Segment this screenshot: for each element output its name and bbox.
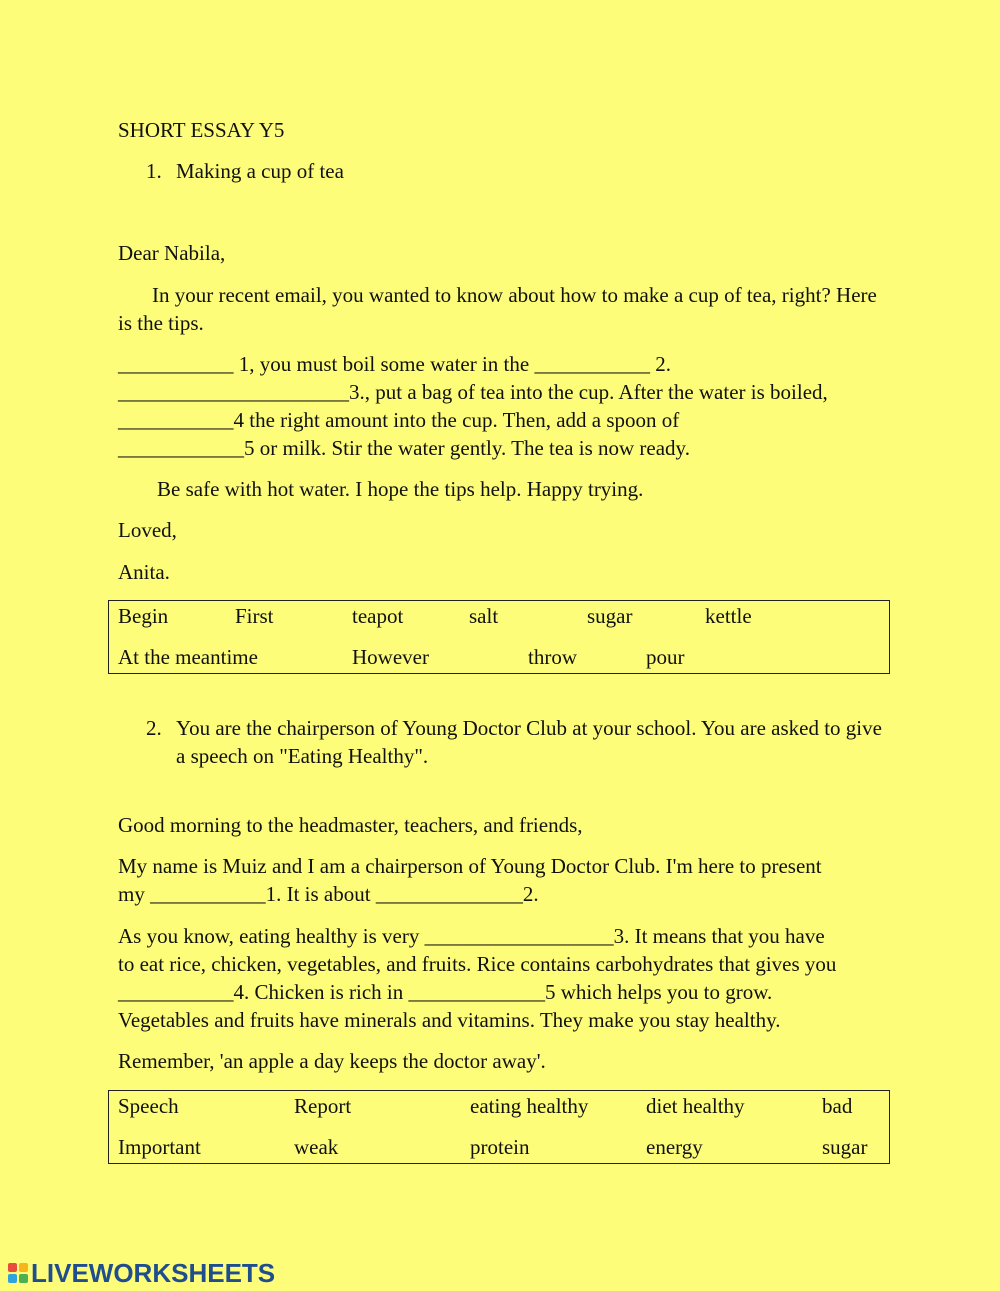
logo-square <box>8 1263 17 1272</box>
word-option: Speech <box>118 1094 179 1118</box>
word-option: At the meantime <box>118 645 258 669</box>
word-option: First <box>235 604 274 628</box>
word-option: pour <box>646 645 685 669</box>
task2-closing-line: Remember, 'an apple a day keeps the doctor away'. <box>118 1049 546 1073</box>
word-option: kettle <box>705 604 752 628</box>
task1-signoff: Loved, <box>118 518 177 542</box>
word-option: sugar <box>587 604 633 628</box>
task2-heading-text: You are the chairperson of Young Doctor Club at your school. You are asked to give a speech on "Eating Healthy". <box>176 716 882 768</box>
word-option: teapot <box>352 604 404 628</box>
logo-square <box>19 1274 28 1283</box>
task2-word-box <box>108 1090 890 1164</box>
logo-square <box>8 1274 17 1283</box>
task2-paragraph-1: My name is Muiz and I am a chairperson of Young Doctor Club. I'm here to present my ___________1. It is about ______________2. <box>118 854 822 906</box>
task2-para2-line-2: to eat rice, chicken, vegetables, and fruits. Rice contains carbohydrates that gives you <box>118 952 837 976</box>
word-option: salt <box>469 604 499 628</box>
word-option: sugar <box>822 1135 868 1159</box>
logo-square <box>19 1263 28 1272</box>
task1-signature: Anita. <box>118 560 170 584</box>
word-option: Begin <box>118 604 169 628</box>
word-option: weak <box>294 1135 339 1159</box>
task2-number: 2. <box>146 716 162 740</box>
task1-number: 1. <box>146 159 162 183</box>
task2-para2-line-3: ___________4. Chicken is rich in _____________5 which helps you to grow. <box>118 980 773 1004</box>
task1-intro: In your recent email, you wanted to know about how to make a cup of tea, right? Here is the tips. <box>118 283 877 335</box>
word-option: bad <box>822 1094 853 1118</box>
task1-body-line-1: ___________ 1, you must boil some water in the ___________ 2. <box>118 352 671 376</box>
task2-para2-line-1: As you know, eating healthy is very __________________3. It means that you have <box>118 924 825 948</box>
task1-body-line-3: ___________4 the right amount into the cup. Then, add a spoon of <box>118 408 680 432</box>
word-option: eating healthy <box>470 1094 589 1118</box>
logo-text: LIVEWORKSHEETS <box>31 1257 276 1288</box>
logo-grid-icon <box>8 1263 28 1283</box>
word-option: Report <box>294 1094 352 1118</box>
task1-word-box <box>108 600 890 674</box>
word-option: However <box>352 645 429 669</box>
word-option: energy <box>646 1135 703 1159</box>
task1-closing-line: Be safe with hot water. I hope the tips help. Happy trying. <box>157 477 644 501</box>
task1-body-line-4: ____________5 or milk. Stir the water gently. The tea is now ready. <box>118 436 690 460</box>
word-option: throw <box>528 645 577 669</box>
task1-body-line-2: ______________________3., put a bag of tea into the cup. After the water is boiled, <box>118 380 828 404</box>
page-title: SHORT ESSAY Y5 <box>118 118 285 142</box>
task1-greeting: Dear Nabila, <box>118 241 226 265</box>
task1-heading-text: Making a cup of tea <box>176 159 344 183</box>
word-option: protein <box>470 1135 530 1159</box>
word-option: diet healthy <box>646 1094 745 1118</box>
word-option: Important <box>118 1135 201 1159</box>
liveworksheets-logo[interactable] <box>8 1258 275 1288</box>
task2-greeting: Good morning to the headmaster, teachers, and friends, <box>118 813 583 837</box>
task2-para2-line-4: Vegetables and fruits have minerals and vitamins. They make you stay healthy. <box>118 1008 781 1032</box>
